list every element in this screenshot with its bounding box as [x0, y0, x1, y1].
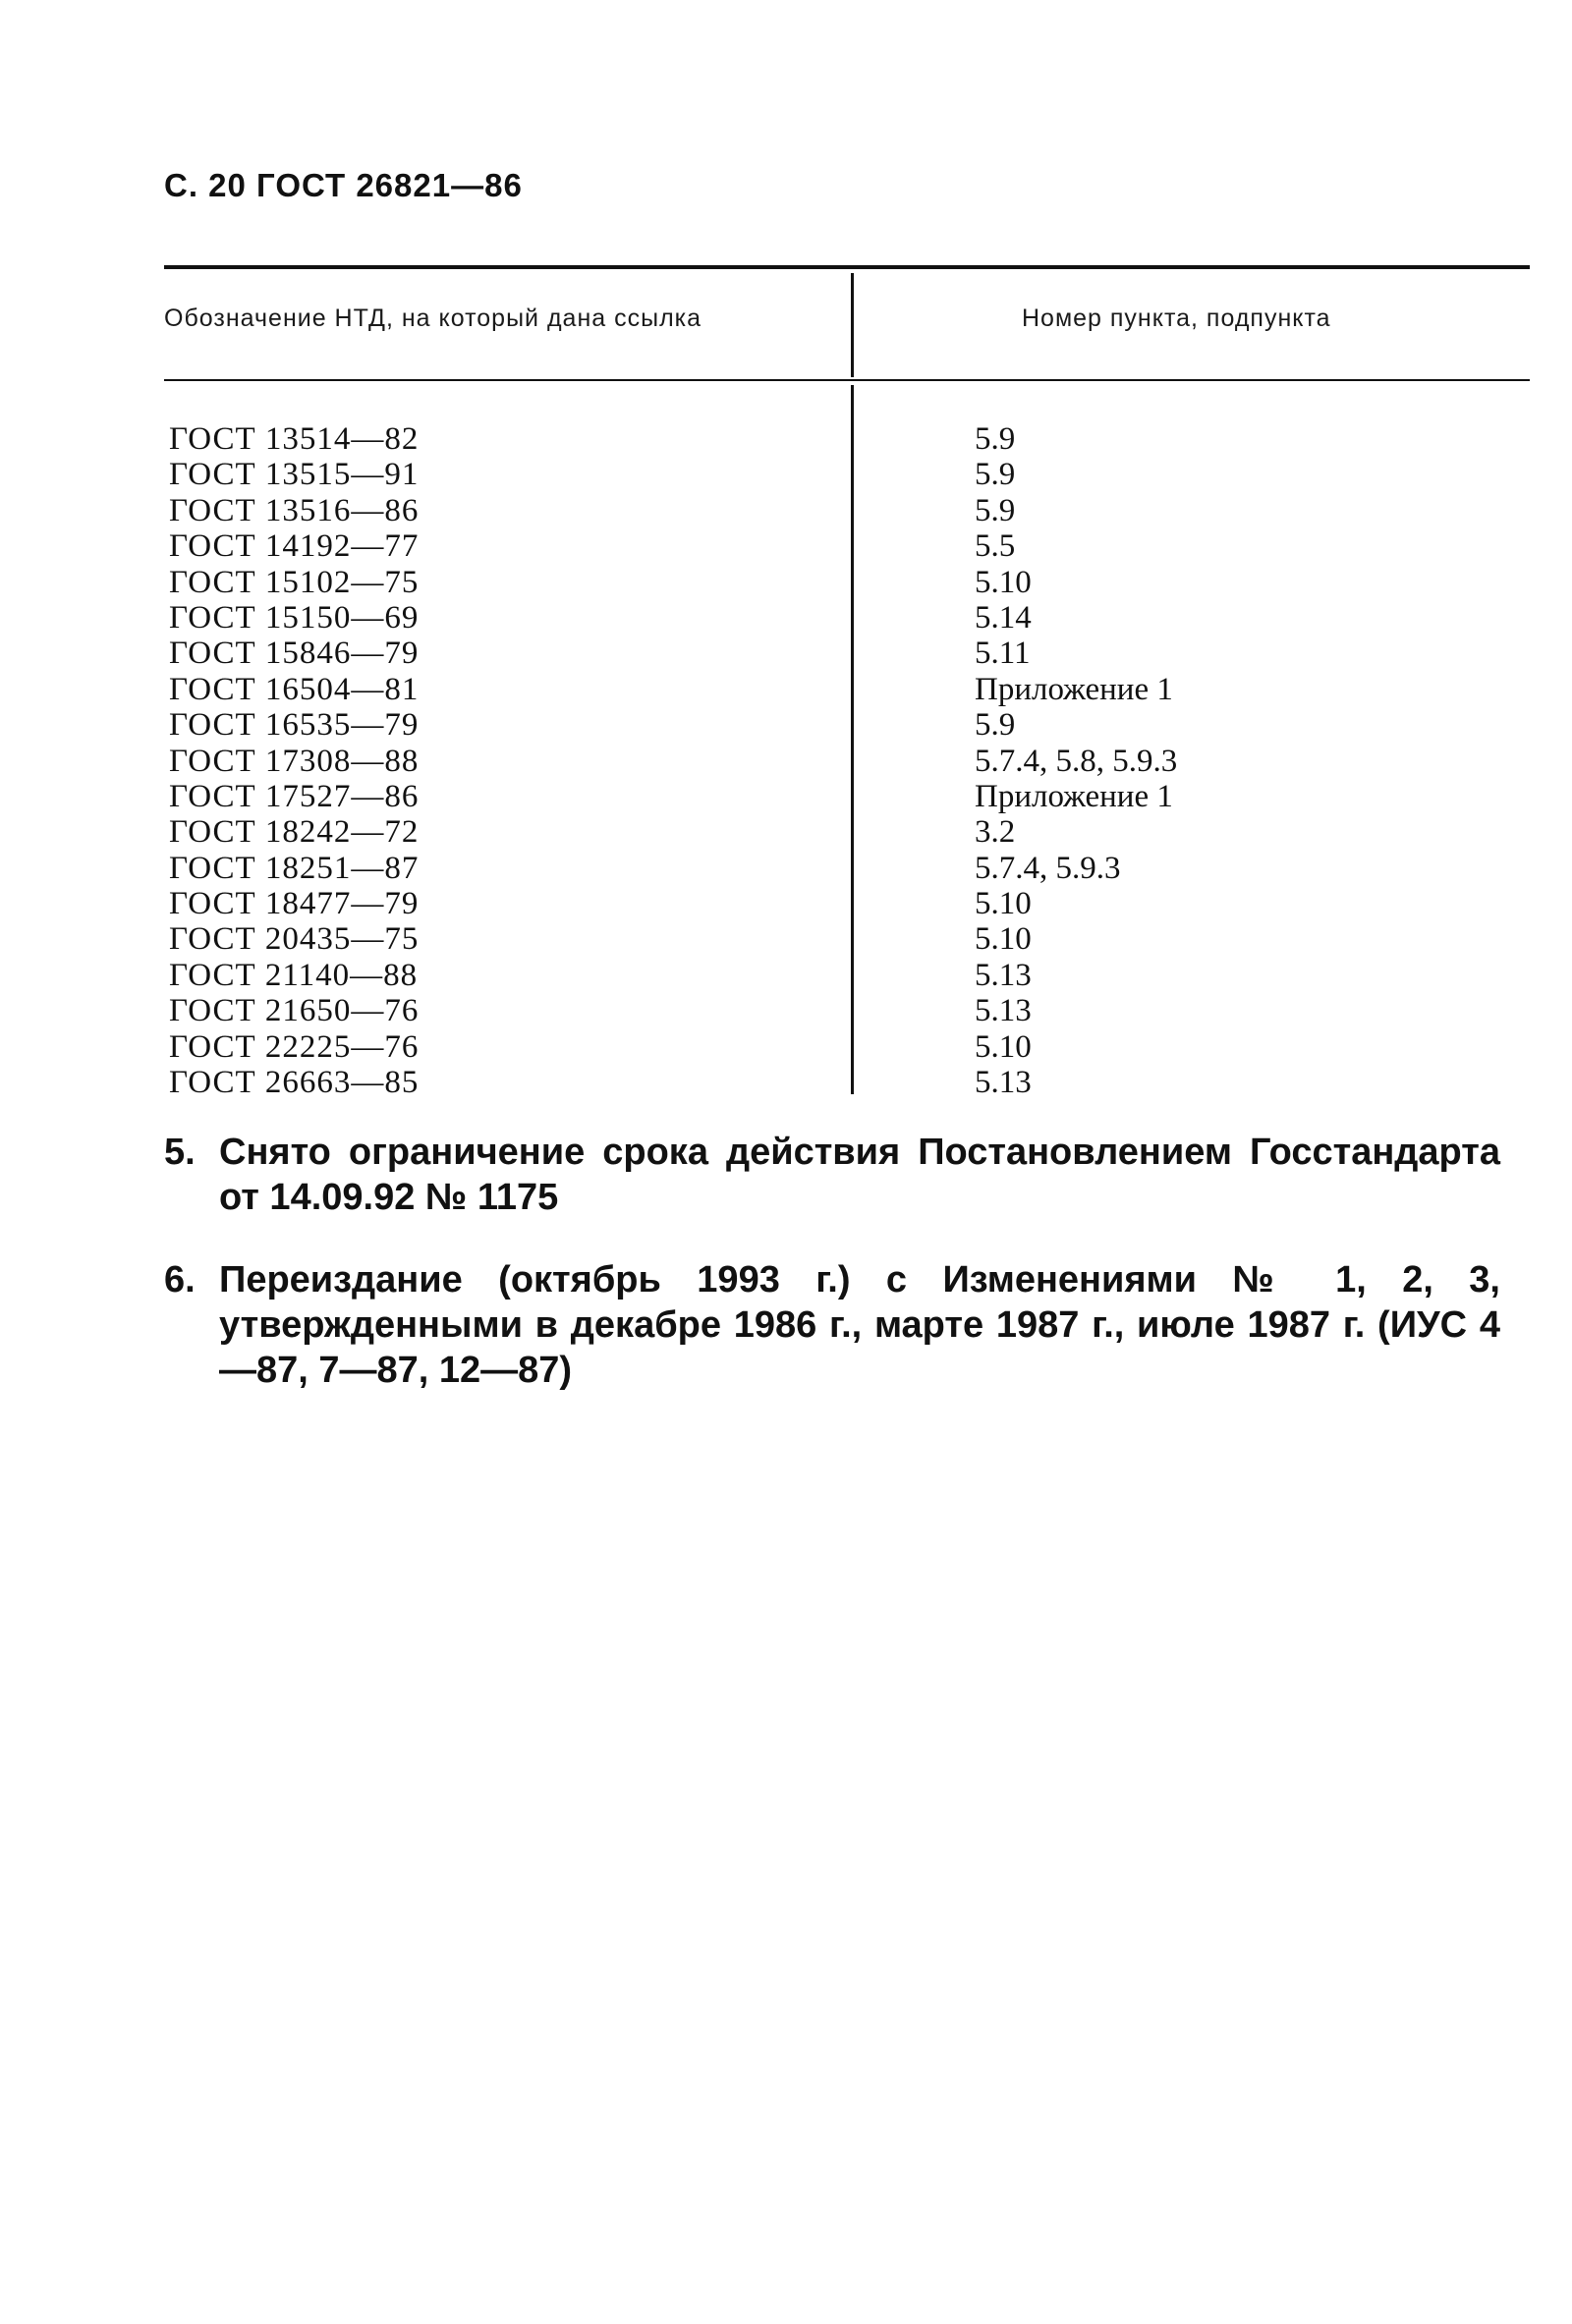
note-text: Снято ограничение срока действия Постановлением Госстандарта от 14.09.92 № 1175 — [219, 1132, 1500, 1218]
table-row — [169, 600, 1525, 636]
ntd-designation: ГОСТ 18477—79 — [169, 886, 420, 922]
ntd-designation: ГОСТ 15102—75 — [169, 564, 420, 600]
clause-number: 5.11 — [975, 636, 1031, 672]
clause-number: 5.10 — [975, 886, 1032, 922]
note-text: Переиздание (октябрь 1993 г.) с Изменениями № 1, 2, 3, утвержденными в декабре 1986 г., марте 1987 г., июле 1987 г. (ИУС 4—87, 7—87, 12—87) — [219, 1259, 1500, 1391]
clause-number: 5.7.4, 5.8, 5.9.3 — [975, 743, 1178, 779]
clause-number: 5.9 — [975, 492, 1016, 528]
ntd-designation: ГОСТ 15846—79 — [169, 636, 420, 672]
table-row — [169, 565, 1525, 600]
table-row — [169, 528, 1525, 564]
ntd-designation: ГОСТ 21650—76 — [169, 993, 420, 1029]
table-header-designation: Обозначение НТД, на который дана ссылка — [164, 304, 702, 332]
table-row — [169, 493, 1525, 528]
table-row — [169, 921, 1525, 957]
table-row — [169, 1029, 1525, 1065]
clause-number: 5.14 — [975, 599, 1032, 636]
page-header: С. 20 ГОСТ 26821—86 — [164, 167, 523, 203]
table-row — [169, 886, 1525, 921]
clause-number: 5.9 — [975, 707, 1016, 744]
table-row — [169, 1065, 1525, 1100]
ntd-designation: ГОСТ 21140—88 — [169, 957, 419, 993]
clause-number: 5.10 — [975, 921, 1032, 958]
table-header-clause: Номер пункта, подпункта — [1022, 304, 1331, 332]
clause-number: 5.10 — [975, 564, 1032, 600]
table-top-rule — [164, 265, 1530, 269]
clause-number: 5.9 — [975, 457, 1016, 493]
clause-number: Приложение 1 — [975, 671, 1173, 707]
note-number: 5. — [164, 1132, 196, 1173]
note-5 — [164, 1130, 1500, 1220]
note-number: 6. — [164, 1259, 196, 1300]
table-row — [169, 672, 1525, 707]
table-row — [169, 993, 1525, 1028]
ntd-designation: ГОСТ 26663—85 — [169, 1065, 420, 1101]
ntd-designation: ГОСТ 13516—86 — [169, 492, 420, 528]
ntd-designation: ГОСТ 15150—69 — [169, 599, 420, 636]
ntd-designation: ГОСТ 20435—75 — [169, 921, 420, 958]
table-row — [169, 958, 1525, 993]
table-column-divider — [851, 273, 854, 377]
clause-number: 3.2 — [975, 814, 1016, 851]
ntd-designation: ГОСТ 17308—88 — [169, 743, 420, 779]
clause-number: Приложение 1 — [975, 778, 1173, 814]
ntd-designation: ГОСТ 17527—86 — [169, 778, 420, 814]
ntd-designation: ГОСТ 16504—81 — [169, 671, 420, 707]
table-row — [169, 851, 1525, 886]
table-row — [169, 744, 1525, 779]
ntd-designation: ГОСТ 18242—72 — [169, 814, 420, 851]
ntd-designation: ГОСТ 16535—79 — [169, 707, 420, 744]
clause-number: 5.13 — [975, 1065, 1032, 1101]
ntd-designation: ГОСТ 14192—77 — [169, 528, 420, 565]
table-row — [169, 636, 1525, 671]
clause-number: 5.9 — [975, 421, 1016, 457]
table-header-rule — [164, 379, 1530, 381]
clause-number: 5.7.4, 5.9.3 — [975, 850, 1121, 886]
clause-number: 5.13 — [975, 993, 1032, 1029]
note-6 — [164, 1257, 1500, 1393]
table-row — [169, 814, 1525, 850]
ntd-designation: ГОСТ 13514—82 — [169, 421, 420, 457]
clause-number: 5.5 — [975, 528, 1016, 565]
clause-number: 5.10 — [975, 1028, 1032, 1065]
table-row — [169, 707, 1525, 743]
ntd-designation: ГОСТ 22225—76 — [169, 1028, 420, 1065]
table-row — [169, 779, 1525, 814]
reference-table-body — [169, 421, 1525, 1100]
ntd-designation: ГОСТ 18251—87 — [169, 850, 420, 886]
clause-number: 5.13 — [975, 957, 1032, 993]
table-row — [169, 421, 1525, 457]
ntd-designation: ГОСТ 13515—91 — [169, 457, 420, 493]
table-row — [169, 457, 1525, 492]
